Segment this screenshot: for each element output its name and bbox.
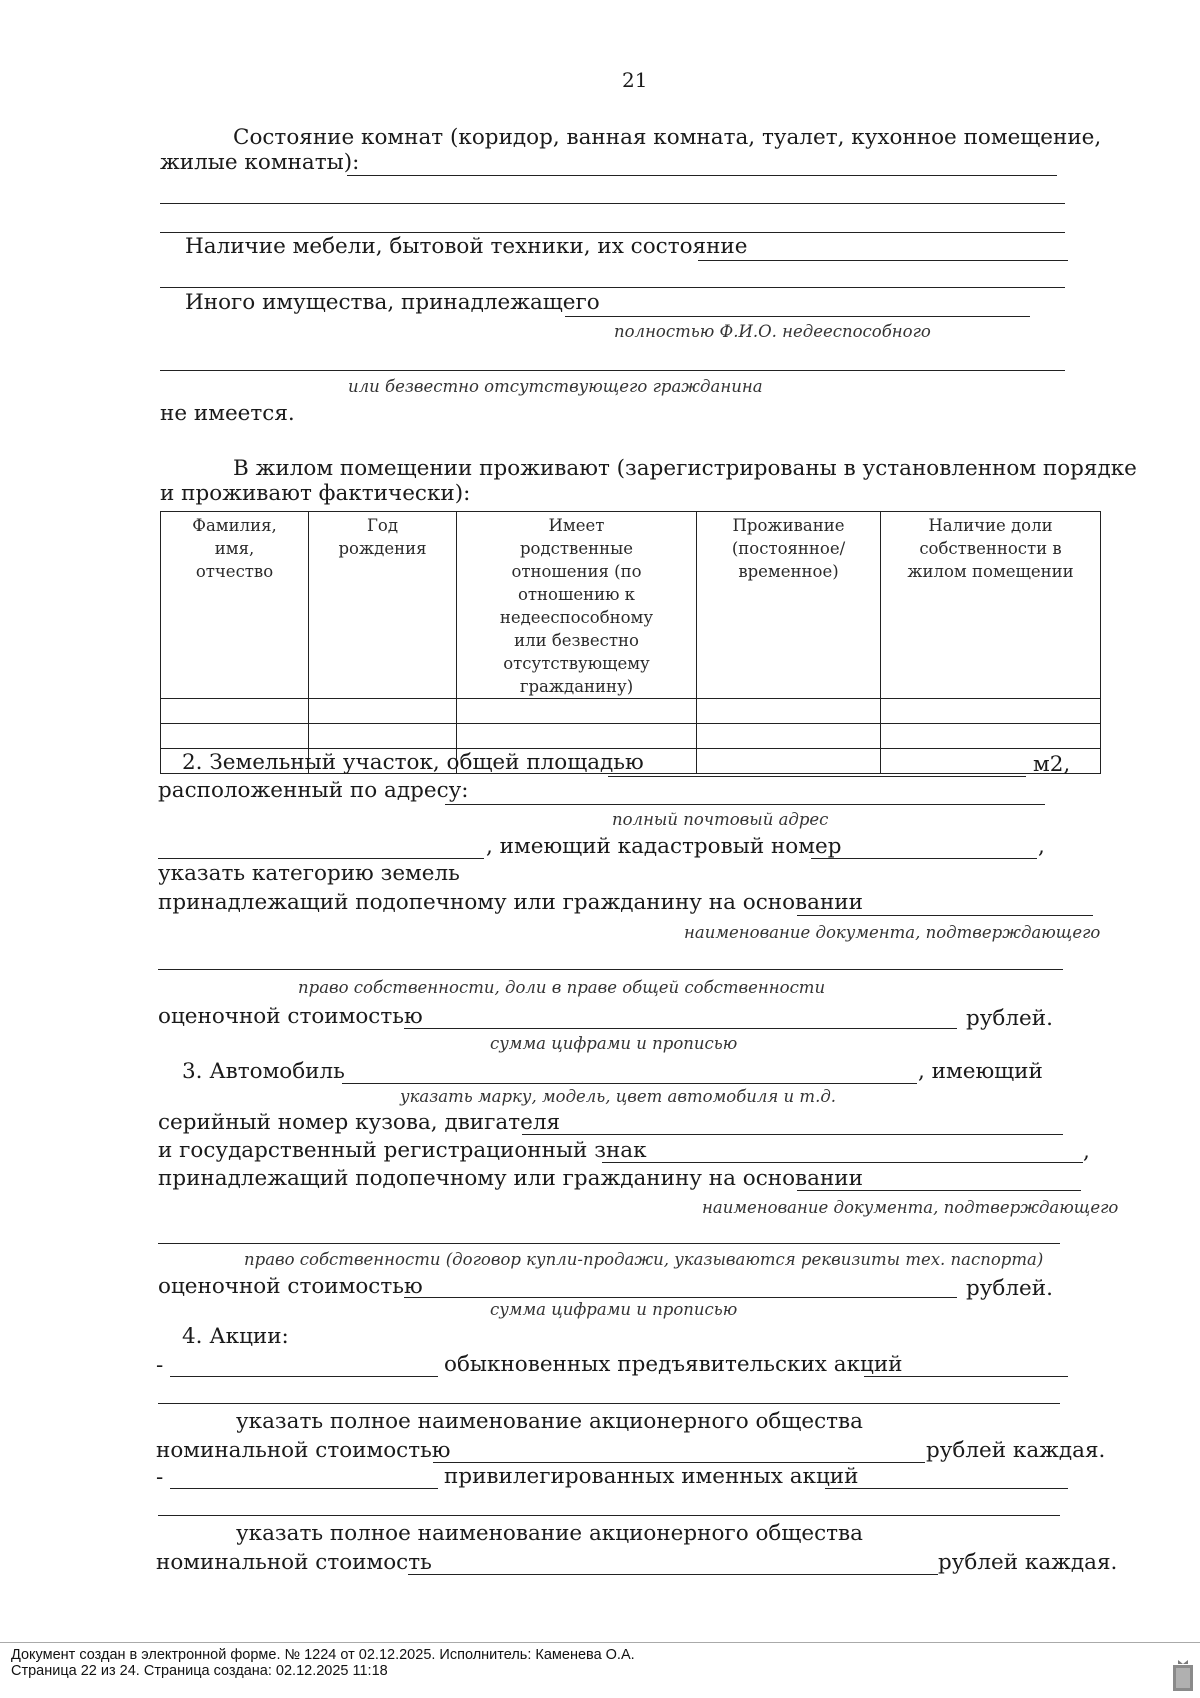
page-number: 21	[622, 68, 648, 92]
table-cell[interactable]	[161, 724, 309, 749]
car-owner-label: принадлежащий подопечному или гражданину на основании	[158, 1166, 863, 1191]
land-address-field-line-2[interactable]	[158, 858, 484, 859]
owner-name-hint: полностью Ф.И.О. недееспособного	[614, 322, 931, 341]
car-sum-hint: сумма цифрами и прописью	[490, 1300, 738, 1319]
land-value-currency: рублей.	[966, 1006, 1053, 1031]
land-value-label: оценочной стоимостью	[158, 1004, 423, 1029]
car-model-hint: указать марку, модель, цвет автомобиля и т.д.	[400, 1087, 837, 1106]
ordinary-company-hint: указать полное наименование акционерного общества	[236, 1409, 863, 1434]
land-sum-hint: сумма цифрами и прописью	[490, 1034, 738, 1053]
col-residence: Проживание (постоянное/ временное)	[697, 512, 881, 699]
residents-table	[160, 511, 1101, 777]
furniture-field-line-2[interactable]	[160, 287, 1065, 288]
car-right-hint: право собственности (договор купли-продажи, указываются реквизиты тех. паспорта)	[244, 1250, 1044, 1269]
rooms-field-line-2[interactable]	[160, 203, 1065, 204]
car-plate-comma: ,	[1083, 1139, 1090, 1164]
table-cell[interactable]	[161, 699, 309, 724]
land-area-field-line[interactable]	[608, 776, 1026, 777]
rooms-field-line[interactable]	[347, 175, 1057, 176]
car-serial-label: серийный номер кузова, двигателя	[158, 1110, 561, 1135]
col-name: Фамилия, имя, отчество	[161, 512, 309, 699]
furniture-label: Наличие мебели, бытовой техники, их состояние	[185, 234, 748, 259]
footer-divider	[0, 1642, 1200, 1643]
preferred-each: рублей каждая.	[938, 1550, 1118, 1575]
table-cell[interactable]	[697, 699, 881, 724]
land-address-label: расположенный по адресу:	[158, 778, 469, 803]
car-document-hint: наименование документа, подтверждающего	[702, 1198, 1119, 1217]
car-serial-field-line[interactable]	[522, 1134, 1063, 1135]
land-category-label: указать категорию земель	[158, 861, 460, 886]
land-address-hint: полный почтовый адрес	[612, 810, 829, 829]
table-cell[interactable]	[881, 724, 1101, 749]
preferred-nominal-label: номинальной стоимость	[156, 1550, 432, 1575]
shares-label: 4. Акции:	[182, 1324, 289, 1349]
table-row	[161, 724, 1101, 749]
table-cell[interactable]	[697, 724, 881, 749]
other-property-label: Иного имущества, принадлежащего	[185, 290, 600, 315]
table-row	[161, 699, 1101, 724]
cadastral-label: , имеющий кадастровый номер	[486, 834, 842, 859]
land-document-field-line[interactable]	[797, 915, 1093, 916]
car-plate-field-line[interactable]	[602, 1162, 1083, 1163]
car-value-field-line[interactable]	[404, 1297, 957, 1298]
land-value-field-line[interactable]	[404, 1028, 957, 1029]
car-document-field-line[interactable]	[797, 1190, 1081, 1191]
table-cell[interactable]	[697, 749, 881, 774]
ordinary-company-field-line[interactable]	[864, 1376, 1068, 1377]
ordinary-company-field-line-2[interactable]	[158, 1403, 1060, 1404]
owner-name-field-line-2[interactable]	[160, 370, 1065, 371]
car-value-label: оценочной стоимостью	[158, 1274, 423, 1299]
preferred-company-field-line-2[interactable]	[158, 1515, 1060, 1516]
residents-intro-2: и проживают фактически):	[160, 481, 471, 506]
preferred-company-field-line[interactable]	[825, 1488, 1068, 1489]
not-have-text: не имеется.	[160, 401, 295, 426]
shares-dash-1: -	[156, 1353, 164, 1378]
land-owner-label: принадлежащий подопечному или гражданину на основании	[158, 890, 863, 915]
footer-line-1: Документ создан в электронной форме. № 1224 от 02.12.2025. Исполнитель: Каменева О.А.	[11, 1647, 635, 1663]
rooms-line2: жилые комнаты):	[160, 150, 360, 175]
car-having: , имеющий	[918, 1059, 1043, 1084]
ordinary-nominal-label: номинальной стоимостью	[156, 1438, 451, 1463]
owner-status-hint: или безвестно отсутствующего гражданина	[348, 377, 763, 396]
table-cell[interactable]	[881, 699, 1101, 724]
col-relation: Имеет родственные отношения (по отношению к недееспособному или безвестно отсутствующему гражданину)	[457, 512, 697, 699]
shares-dash-2: -	[156, 1465, 164, 1490]
table-cell[interactable]	[457, 724, 697, 749]
cadastral-comma: ,	[1038, 834, 1045, 859]
preferred-nominal-field-line[interactable]	[408, 1574, 938, 1575]
table-cell[interactable]	[309, 699, 457, 724]
ordinary-shares-label: обыкновенных предъявительских акций	[444, 1352, 903, 1377]
col-birth-year: Год рождения	[309, 512, 457, 699]
cadastral-field-line[interactable]	[811, 858, 1037, 859]
col-ownership-share: Наличие доли собственности в жилом помещении	[881, 512, 1101, 699]
furniture-field-line[interactable]	[698, 260, 1068, 261]
rooms-line1: Состояние комнат (коридор, ванная комната, туалет, кухонное помещение,	[233, 125, 1102, 150]
footer-line-2: Страница 22 из 24. Страница создана: 02.12.2025 11:18	[11, 1663, 388, 1679]
land-area-label: 2. Земельный участок, общей площадью	[182, 750, 644, 775]
residents-table-header	[161, 512, 1101, 699]
land-document-field-line-2[interactable]	[158, 969, 1063, 970]
ordinary-nominal-field-line[interactable]	[433, 1462, 925, 1463]
car-model-field-line[interactable]	[342, 1083, 917, 1084]
owner-name-field-line[interactable]	[565, 316, 1030, 317]
coat-of-arms-icon	[1172, 1658, 1194, 1692]
land-area-unit: м2,	[1033, 752, 1071, 777]
ordinary-count-field-line[interactable]	[170, 1376, 438, 1377]
ordinary-each: рублей каждая.	[926, 1438, 1106, 1463]
land-right-hint: право собственности, доли в праве общей собственности	[298, 978, 826, 997]
preferred-company-hint: указать полное наименование акционерного общества	[236, 1521, 863, 1546]
table-cell[interactable]	[457, 699, 697, 724]
rooms-field-line-3[interactable]	[160, 232, 1065, 233]
document-footer	[11, 1647, 635, 1679]
preferred-shares-label: привилегированных именных акций	[444, 1464, 859, 1489]
land-document-hint: наименование документа, подтверждающего	[684, 923, 1101, 942]
car-plate-label: и государственный регистрационный знак	[158, 1138, 647, 1163]
car-document-field-line-2[interactable]	[158, 1243, 1060, 1244]
car-label: 3. Автомобиль	[182, 1059, 345, 1084]
table-cell[interactable]	[309, 724, 457, 749]
land-address-field-line[interactable]	[445, 804, 1045, 805]
preferred-count-field-line[interactable]	[170, 1488, 438, 1489]
car-value-currency: рублей.	[966, 1276, 1053, 1301]
residents-intro-1: В жилом помещении проживают (зарегистрированы в установленном порядке	[233, 456, 1137, 481]
